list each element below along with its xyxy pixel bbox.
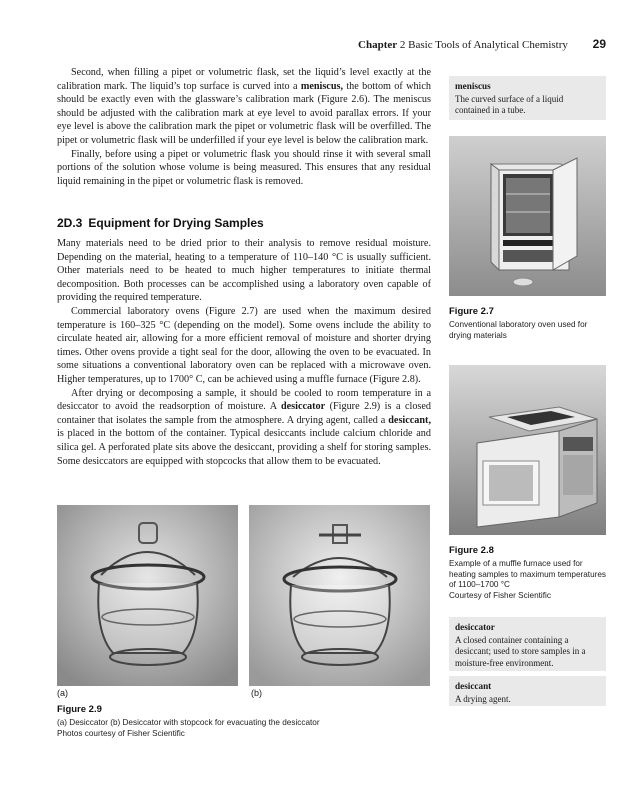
- term-meniscus: meniscus,: [300, 80, 343, 92]
- figure-2-8-label: Figure 2.8: [449, 545, 494, 556]
- paragraph-drying: Many materials need to be dried prior to their analysis to remove residual moisture. Depending on the material, heating to a temperature of 110–140 °C is usually sufficient. Other materials need to be heated to much higher temperatures to initiate thermal decomposition. Both processes can be accomplished using a laboratory oven capable of providing the required temperature.: [57, 238, 431, 304]
- body-text-top: [57, 66, 431, 188]
- glossary-definition: A closed container containing a desiccant; used to store samples in a moisture-free environment.: [455, 634, 586, 668]
- figure-2-9-caption: [57, 705, 431, 739]
- running-header: [0, 37, 606, 51]
- glossary-term: desiccant: [455, 681, 492, 691]
- glossary-desiccator: [449, 617, 606, 671]
- figure-2-7-caption: [449, 307, 606, 341]
- figure-2-9a-photo: [57, 505, 238, 686]
- figure-2-8-credit: Courtesy of Fisher Scientific: [449, 590, 551, 600]
- chapter-word: Chapter: [358, 39, 398, 51]
- figure-2-8-caption: [449, 546, 606, 601]
- figure-2-9b-photo: [249, 505, 430, 686]
- glossary-term: desiccator: [455, 622, 495, 632]
- section-title: Equipment for Drying Samples: [88, 216, 264, 230]
- figure-2-9-sublabel-a: (a): [57, 688, 68, 698]
- figure-2-7-text: Conventional laboratory oven used for drying materials: [449, 320, 588, 340]
- chapter-number: 2: [399, 39, 406, 51]
- paragraph-meniscus: Second, when filling a pipet or volumetric flask, set the liquid’s level exactly at the calibration mark. The liquid’s top surface is curved into a meniscus, the bottom of which should be exactly even with the glassware’s calibration mark (Figure 2.6). The meniscus should be adjusted with the calibration mark at eye level to avoid parallax errors. If your eye level is above the calibration mark the pipet or volumetric flask will be overfilled. The pipet or volumetric flask will be underfilled if your eye level is below the calibration mark.: [57, 67, 431, 146]
- chapter-title: Basic Tools of Analytical Chemistry: [408, 39, 568, 51]
- figure-2-7-photo: [449, 136, 606, 296]
- figure-2-9-label: Figure 2.9: [57, 704, 102, 715]
- figure-2-7-label: Figure 2.7: [449, 306, 494, 317]
- paragraph-rinse: Finally, before using a pipet or volumetric flask you should rinse it with several small portions of the solution whose volume is being measured. This ensures that any residual liquid remaining in the pipet or volumetric flask is removed.: [57, 148, 431, 187]
- glossary-definition: The curved surface of a liquid contained in a tube.: [455, 93, 564, 115]
- figure-2-9-text: (a) Desiccator (b) Desiccator with stopcock for evacuating the desiccator: [57, 718, 320, 728]
- section-heading: [57, 216, 264, 230]
- figure-2-9-credit: Photos courtesy of Fisher Scientific: [57, 728, 185, 738]
- desiccator-stopcock-illustration: [249, 505, 430, 686]
- term-desiccant: desiccant,: [388, 414, 431, 426]
- glossary-meniscus: [449, 76, 606, 120]
- glossary-term: meniscus: [455, 81, 491, 91]
- glossary-definition: A drying agent.: [455, 693, 511, 704]
- figure-2-8-text: Example of a muffle furnace used for heating samples to maximum temperatures of 1100–1700 °C: [449, 559, 606, 590]
- body-text-section: [57, 237, 431, 468]
- section-number: 2D.3: [57, 216, 83, 230]
- term-desiccator: desiccator: [280, 401, 326, 413]
- oven-illustration: [449, 136, 606, 296]
- page-number: 29: [592, 37, 606, 51]
- paragraph-desiccator: After drying or decomposing a sample, it should be cooled to room temperature in a desiccator to avoid the readsorption of moisture. A desiccator (Figure 2.9) is a closed container that isolates the sample from the atmosphere. A drying agent, called a desiccant, is placed in the bottom of the container. Typical desiccants include calcium chloride and silica gel. A perforated plate sits above the desiccant, providing a shelf for storing samples. Some desiccators are equipped with stopcocks that allow them to be evacuated.: [57, 387, 431, 467]
- figure-2-9-sublabel-b: (b): [251, 688, 262, 698]
- desiccator-illustration: [57, 505, 238, 686]
- figure-2-8-photo: [449, 365, 606, 535]
- furnace-illustration: [449, 365, 606, 535]
- glossary-desiccant: [449, 676, 606, 706]
- paragraph-ovens: Commercial laboratory ovens (Figure 2.7) are used when the maximum desired temperature is 160–325 °C (depending on the model). Some ovens include the ability to circulate heated air, allowing for a more efficient removal of moisture and shorter drying times. Other ovens provide a tight seal for the door, allowing the oven to be evacuated. In some situations a conventional laboratory oven can be replaced with a microwave oven. Higher temperatures, up to 1700° C, can be achieved using a muffle furnace (Figure 2.8).: [57, 305, 431, 385]
